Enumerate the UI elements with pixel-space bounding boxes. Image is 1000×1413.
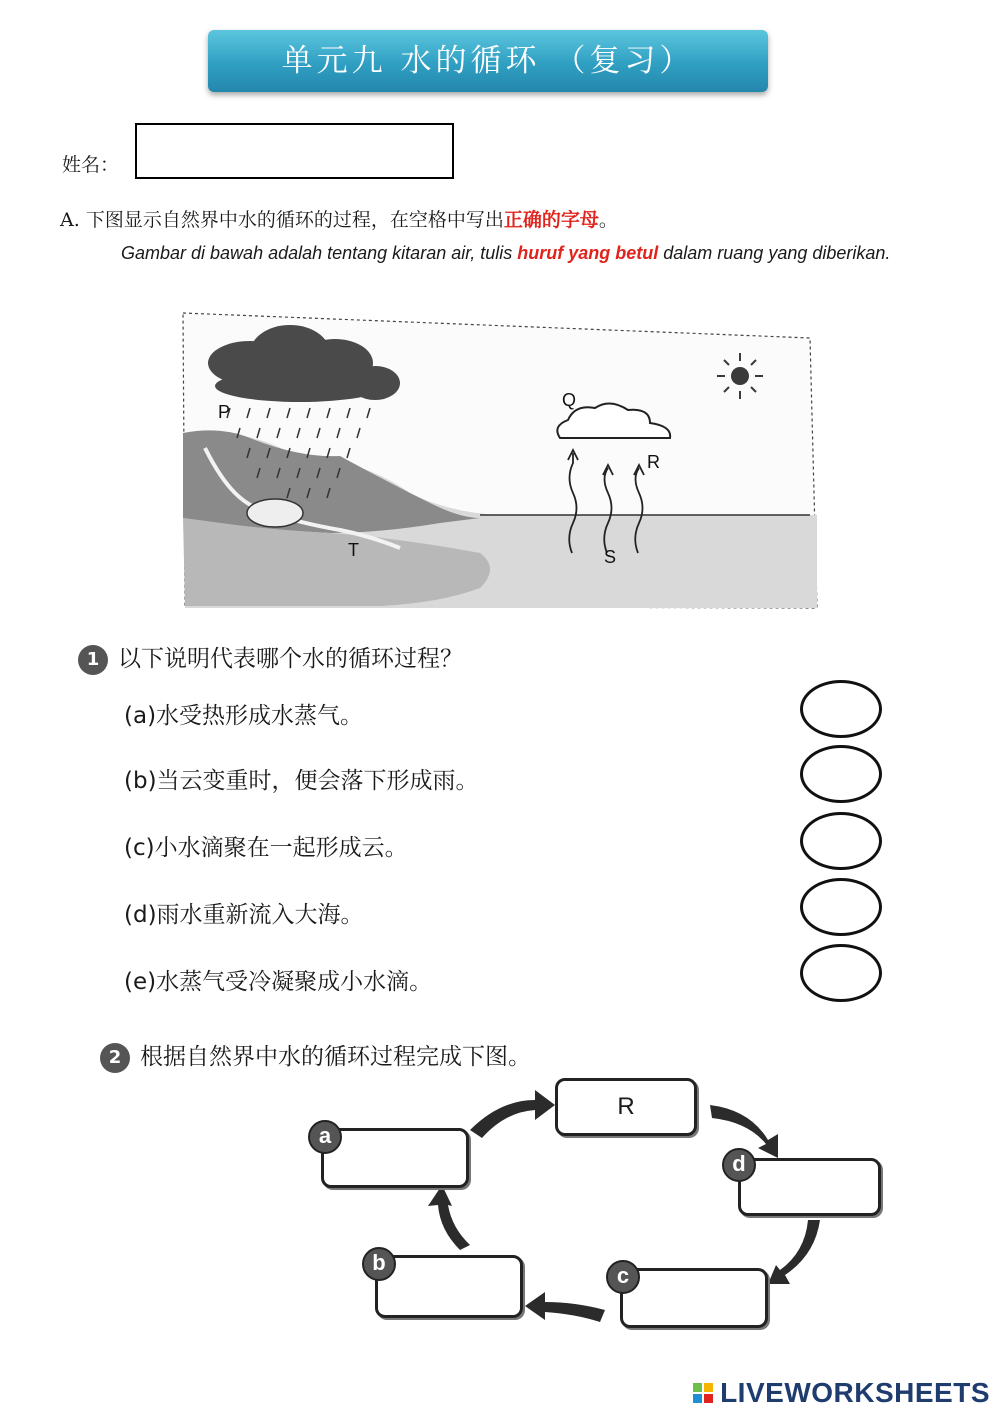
cycle-box-c[interactable] [620,1268,768,1328]
arrow-c-to-b-icon [525,1292,605,1322]
answer-oval-a[interactable] [800,680,882,738]
item-label: (b) [124,768,157,794]
question-a-ms-prefix: Gambar di bawah adalah tentang kitaran air, tulis [121,243,518,263]
diagram-label-p: P [218,402,231,422]
part2-number: 2 [100,1043,130,1073]
cycle-tag-c: c [606,1260,640,1294]
part1-item [124,762,479,795]
cycle-box-a[interactable] [321,1128,469,1188]
name-input[interactable] [135,123,454,179]
arrow-b-to-a-icon [428,1185,470,1250]
part2-question-text: 根据自然界中水的循环过程完成下图。 [140,1044,531,1070]
item-label: (d) [124,902,157,928]
question-a-cn-prefix: 下图显示自然界中水的循环的过程，在空格中写出 [85,209,504,231]
cycle-tag-b: b [362,1247,396,1281]
item-text: 小水滴聚在一起形成云。 [154,835,408,861]
answer-oval-c[interactable] [800,812,882,870]
page-title: 单元九 水的循环 （复习） [208,30,768,92]
arrow-d-to-c-icon [768,1220,820,1284]
cycle-box-d[interactable] [738,1158,881,1216]
question-a-label: A. [60,209,80,231]
item-text: 雨水重新流入大海。 [156,902,364,928]
item-text: 水蒸气受冷凝聚成小水滴。 [156,969,433,995]
cycle-tag-d: d [722,1148,756,1182]
cycle-tag-a: a [308,1120,342,1154]
item-label: (a) [124,703,157,729]
liveworksheets-logo [692,1377,990,1409]
question-a-cn-suffix: 。 [598,209,618,231]
question-a-ms-highlight: huruf yang betul [517,243,659,263]
name-label: 姓名： [62,154,120,176]
part1-item [124,896,364,929]
item-label: (e) [124,969,157,995]
question-a-chinese [60,205,618,232]
diagram-label-s: S [604,547,617,567]
diagram-label-q: Q [562,390,577,410]
footer-brand: LIVEWORKSHEETS [720,1377,990,1408]
item-text: 当云变重时，便会落下形成雨。 [156,768,479,794]
answer-oval-e[interactable] [800,944,882,1002]
logo-icon [692,1382,714,1404]
diagram-label-t: T [348,540,359,560]
part1-item [124,829,408,862]
arrow-a-to-r-icon [470,1090,555,1138]
question-a-ms-suffix: dalam ruang yang diberikan. [658,243,891,263]
part1-number: 1 [78,645,108,675]
cycle-box-r-label: R [617,1093,635,1120]
part1-question-text: 以下说明代表哪个水的循环过程？ [118,646,463,672]
question-a-cn-highlight: 正确的字母 [503,209,599,231]
answer-oval-d[interactable] [800,878,882,936]
cycle-box-r [555,1078,697,1136]
part1-item [124,963,432,996]
part2-question [100,1038,531,1073]
diagram-label-r: R [647,452,660,472]
item-text: 水受热形成水蒸气。 [156,703,364,729]
part1-question [78,640,463,675]
question-a-malay [121,240,911,266]
answer-oval-b[interactable] [800,745,882,803]
water-cycle-diagram [180,308,820,613]
lake [247,499,303,527]
item-label: (c) [124,835,155,861]
part1-item [124,697,363,730]
cycle-box-b[interactable] [375,1255,523,1318]
